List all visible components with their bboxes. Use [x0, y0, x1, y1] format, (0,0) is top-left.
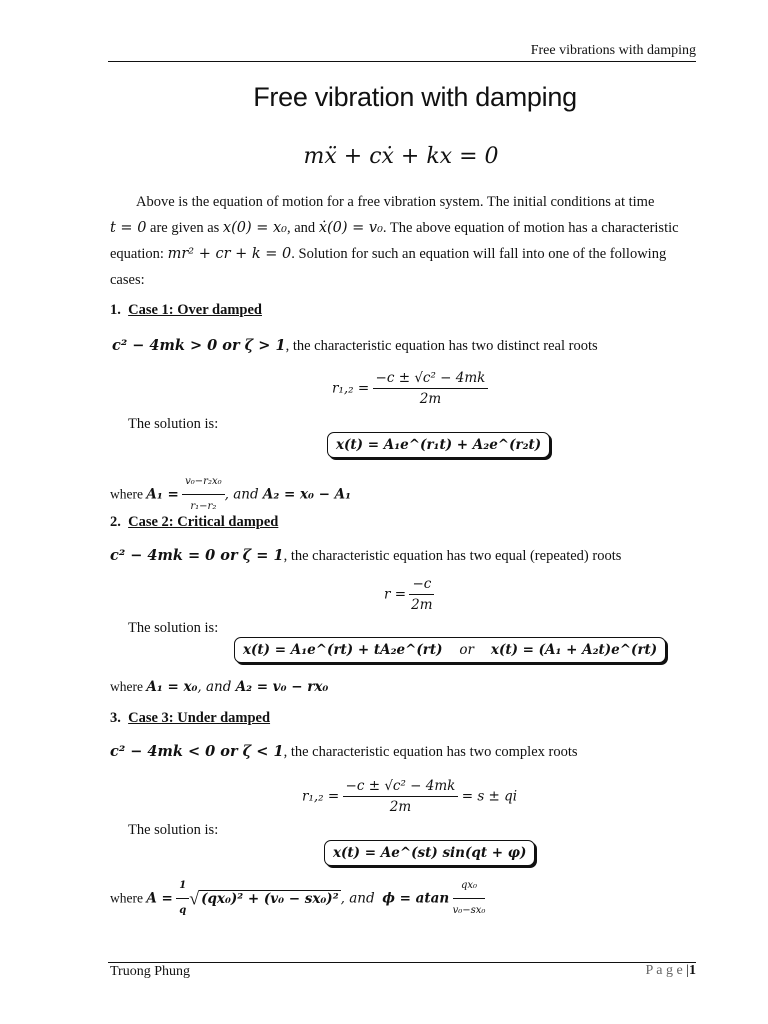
case2-constants: where A₁ = x₀, and A₂ = v₀ − rx₀ [110, 679, 329, 695]
case3-condition: c² − 4mk < 0 or ζ < 1, the characteristic equation has two complex roots [110, 743, 578, 760]
case3-solution-label: The solution is: [128, 822, 219, 838]
case2-root-formula: r = $\frac{-c}{2m}$ [384, 576, 433, 613]
case1-constants: where A₁ = $\frac{\text{v₀−r₂x₀}}{\text{r₁−r₂}}$ , and A₂ = x₀ − A₁ [110, 472, 351, 517]
footer-page: P a g e |1 [645, 963, 696, 978]
case2-solution-label: The solution is: [128, 620, 219, 636]
radical-sign: √ [189, 888, 200, 909]
footer-author: Truong Phung [110, 964, 191, 979]
case1-heading: 1. Case 1: Over damped [110, 302, 262, 318]
case2-heading: 2. Case 2: Critical damped [110, 514, 279, 530]
equation-of-motion: mẍ + cẋ + kx = 0 [303, 144, 499, 169]
intro-line-2: t = 0 are given as x(0) = x₀, and ẋ(0) = v₀. The above equation of motion has a characteristic [110, 220, 679, 236]
case3-constants: where A = $\frac{1}{q}$ √ (qx₀)² + (v₀ − sx₀)² , and ϕ = atan $\frac{\text{qx₀}}{\text{v₀−sx₀}}$ [110, 876, 485, 921]
case1-solution-box: x(t) = A₁e^(r₁t) + A₂e^(r₂t) [327, 432, 550, 458]
intro-line-4: cases: [110, 272, 145, 288]
case2-condition: c² − 4mk = 0 or ζ = 1, the characteristic equation has two equal (repeated) roots [110, 547, 622, 564]
case1-condition: c² − 4mk > 0 or ζ > 1, the characteristic equation has two distinct real roots [112, 337, 598, 354]
intro-line-1: Above is the equation of motion for a free vibration system. The initial conditions at time [136, 194, 655, 210]
page-title: Free vibration with damping [253, 82, 577, 112]
case1-roots-formula: r₁,₂ = $\frac{\text{−c ± √c² − 4mk}}{2m}$ [332, 370, 488, 407]
intro-paragraph [110, 192, 696, 290]
intro-line-3: equation: mr² + cr + k = 0. Solution for such an equation will fall into one of the following [110, 246, 667, 262]
case3-heading: 3. Case 3: Under damped [110, 710, 271, 726]
case2-solution-box: x(t) = A₁e^(rt) + tA₂e^(rt) or x(t) = (A₁ + A₂t)e^(rt) [234, 637, 666, 663]
header-rule [108, 61, 696, 62]
case1-solution-label: The solution is: [128, 416, 219, 432]
case3-solution-box: x(t) = Ae^(st) sin(qt + φ) [324, 840, 535, 866]
case3-roots-formula: r₁,₂ = $\frac{\text{−c ± √c² − 4mk}}{2m}$ = s ± qi [302, 778, 518, 815]
footer-rule [108, 962, 696, 963]
running-header: Free vibrations with damping [530, 43, 696, 58]
